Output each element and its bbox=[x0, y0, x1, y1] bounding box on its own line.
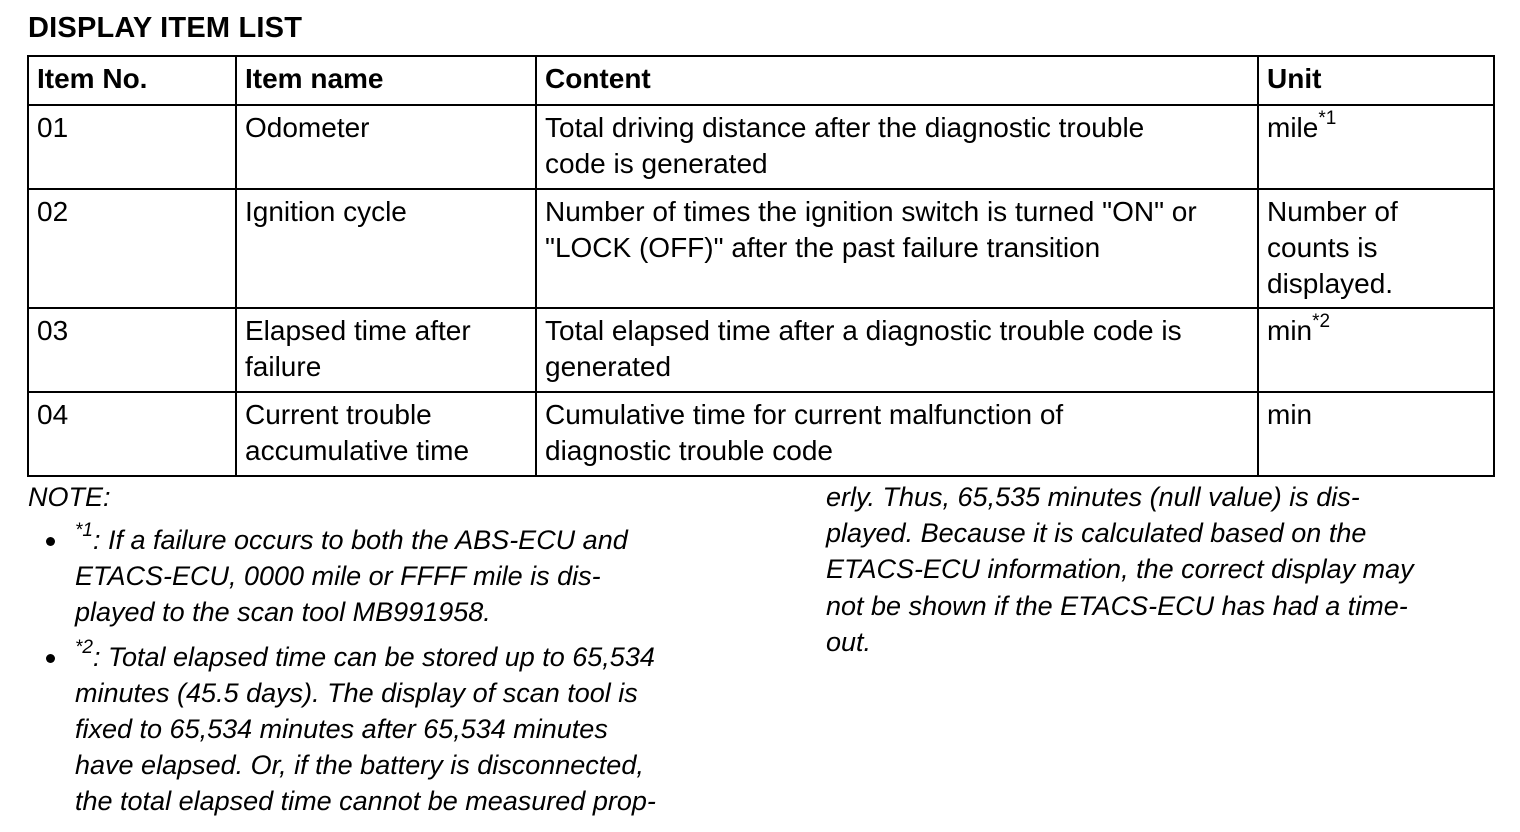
note-text-line: played. Because it is calculated based on the bbox=[826, 518, 1367, 549]
cell-text-line: Total driving distance after the diagnostic trouble bbox=[545, 112, 1145, 143]
note-continuation bbox=[826, 479, 1414, 660]
note-bullet-item bbox=[46, 636, 656, 820]
note-text-line bbox=[75, 522, 656, 558]
footnote-marker: *1 bbox=[75, 520, 93, 541]
cell-unit bbox=[1258, 105, 1494, 189]
table-row bbox=[28, 392, 1494, 476]
note-text-line: minutes (45.5 days). The display of scan tool is bbox=[75, 677, 638, 708]
table-header-row bbox=[28, 56, 1494, 105]
cell-item-no: 02 bbox=[28, 189, 236, 308]
header-content: Content bbox=[536, 56, 1258, 105]
cell-content bbox=[536, 189, 1258, 308]
cell-item-no: 01 bbox=[28, 105, 236, 189]
header-item-name: Item name bbox=[236, 56, 536, 105]
cell-text-line: Odometer bbox=[245, 112, 370, 143]
note-text-line: played to the scan tool MB991958. bbox=[75, 597, 491, 628]
page-title: DISPLAY ITEM LIST bbox=[28, 12, 303, 44]
note-text-line bbox=[75, 636, 656, 675]
cell-item-name bbox=[236, 189, 536, 308]
unit-text: min bbox=[1267, 399, 1313, 430]
cell-text-line: counts is bbox=[1267, 232, 1378, 263]
note-text-line: the total elapsed time cannot be measured prop- bbox=[75, 786, 656, 817]
note-text-line: ETACS-ECU information, the correct display may bbox=[826, 554, 1414, 585]
cell-text-line: Number of times the ignition switch is turned "ON" or bbox=[545, 196, 1197, 227]
note-text-line: erly. Thus, 65,535 minutes (null value) is dis- bbox=[826, 482, 1360, 512]
cell-content bbox=[536, 308, 1258, 392]
note-text-line: fixed to 65,534 minutes after 65,534 minutes bbox=[75, 714, 608, 745]
cell-item-no: 04 bbox=[28, 392, 236, 476]
cell-item-no: 03 bbox=[28, 308, 236, 392]
table-row bbox=[28, 308, 1494, 392]
footnote-marker: *2 bbox=[1312, 310, 1331, 332]
cell-item-name bbox=[236, 308, 536, 392]
cell-item-name bbox=[236, 392, 536, 476]
cell-unit bbox=[1258, 189, 1494, 308]
display-item-table bbox=[27, 55, 1495, 477]
unit-text: mile bbox=[1267, 112, 1319, 143]
cell-text-line: Total elapsed time after a diagnostic trouble code is bbox=[545, 315, 1182, 346]
note-text: : If a failure occurs to both the ABS-ECU and bbox=[92, 525, 628, 555]
cell-text-line: diagnostic trouble code bbox=[545, 435, 833, 466]
cell-text-line: displayed. bbox=[1267, 268, 1394, 299]
note-bullet-item bbox=[46, 522, 656, 631]
note-heading: NOTE: bbox=[28, 482, 111, 512]
cell-unit bbox=[1258, 308, 1494, 392]
note-text-line: ETACS-ECU, 0000 mile or FFFF mile is dis- bbox=[75, 561, 601, 592]
cell-text-line: generated bbox=[545, 351, 672, 382]
note-text-line: not be shown if the ETACS-ECU has had a time- bbox=[826, 590, 1408, 621]
header-item-no: Item No. bbox=[28, 56, 236, 105]
cell-text-line: Cumulative time for current malfunction of bbox=[545, 399, 1064, 430]
cell-text-line: failure bbox=[245, 351, 322, 382]
footnote-marker: *2 bbox=[75, 636, 93, 658]
note-bullet-list bbox=[46, 522, 656, 828]
cell-text-line: Elapsed time after bbox=[245, 315, 471, 346]
cell-text-line: accumulative time bbox=[245, 435, 470, 466]
cell-content bbox=[536, 392, 1258, 476]
header-unit: Unit bbox=[1258, 56, 1494, 105]
cell-item-name bbox=[236, 105, 536, 189]
bullet-dot-icon bbox=[46, 654, 55, 663]
bullet-dot-icon bbox=[46, 537, 55, 546]
cell-text-line: code is generated bbox=[545, 148, 768, 179]
cell-unit bbox=[1258, 392, 1494, 476]
table-row bbox=[28, 105, 1494, 189]
unit-text: min bbox=[1267, 315, 1313, 346]
cell-content bbox=[536, 105, 1258, 189]
footnote-marker: *1 bbox=[1318, 107, 1337, 129]
table-row bbox=[28, 189, 1494, 308]
note-text: : Total elapsed time can be stored up to 65,534 bbox=[92, 641, 655, 672]
cell-text-line: Current trouble bbox=[245, 399, 432, 430]
note-text-line: have elapsed. Or, if the battery is disconnected, bbox=[75, 750, 644, 781]
cell-text-line: "LOCK (OFF)" after the past failure transition bbox=[545, 232, 1101, 263]
cell-text-line: Number of bbox=[1267, 196, 1398, 227]
note-text-line: out. bbox=[826, 626, 872, 657]
cell-text-line: Ignition cycle bbox=[245, 196, 407, 227]
